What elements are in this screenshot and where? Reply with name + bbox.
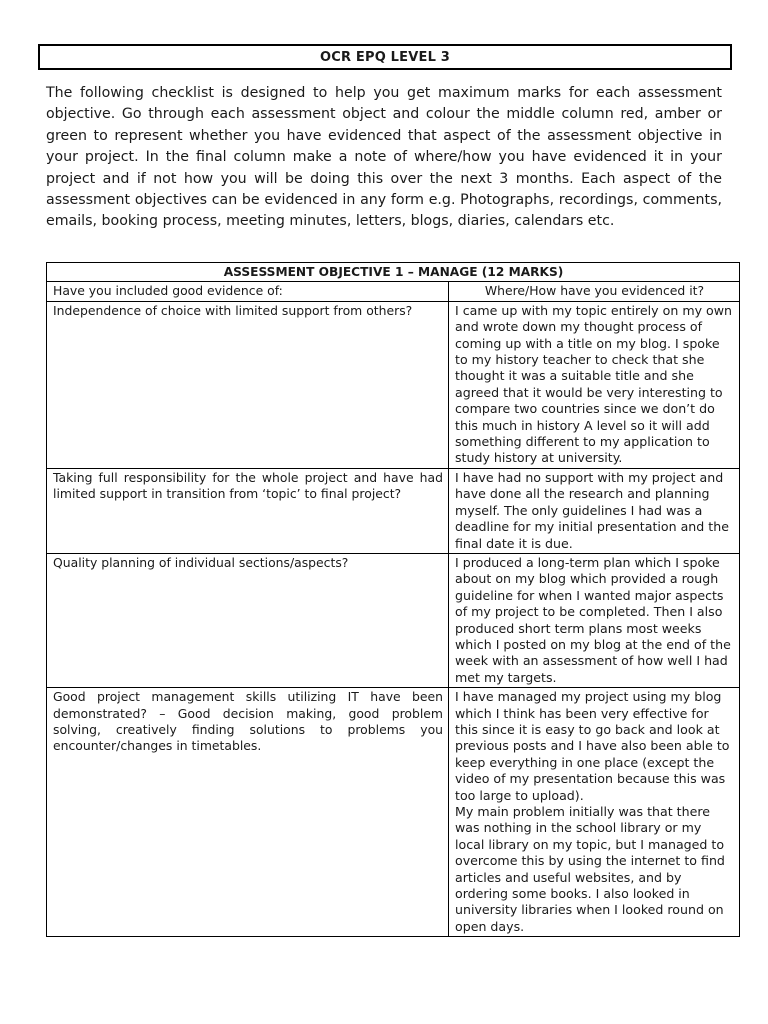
row-answer: I have had no support with my project and have done all the research and planning myself. The only guidelines I had was a deadline for my initial presentation and the final date it is due. xyxy=(449,468,740,553)
table-row xyxy=(47,688,740,937)
row-answer-paragraph: I have managed my project using my blog which I think has been very effective for this since it is easy to go back and look at previous posts and I have also been able to keep everything in one place (except the video of my presentation because this was too large to upload). xyxy=(455,689,730,803)
column-header-row xyxy=(47,282,740,301)
document-title: OCR EPQ LEVEL 3 xyxy=(319,49,451,65)
row-answer xyxy=(449,688,740,937)
row-answer: I produced a long-term plan which I spoke about on my blog which provided a rough guideline for when I wanted major aspects of my project to be completed. Then I also produced short term plans most weeks which I posted on my blog at the end of the week with an assessment of how well I had met my targets. xyxy=(449,553,740,687)
row-question: Good project management skills utilizing IT have been demonstrated? – Good decision making, good problem solving, creatively finding solutions to problems you encounter/changes in timetables. xyxy=(47,688,449,937)
column-header-evidence: Have you included good evidence of: xyxy=(47,282,449,301)
table-row xyxy=(47,301,740,468)
intro-paragraph: The following checklist is designed to help you get maximum marks for each assessment objective. Go through each assessment object and colour the middle column red, amber or green to represent whether you have evidenced that aspect of the assessment objective in your project. In the final column make a note of where/how you have evidenced it in your project and if not how you will be doing this over the next 3 months. Each aspect of the assessment objectives can be evidenced in any form e.g. Photographs, recordings, comments, emails, booking process, meeting minutes, letters, blogs, diaries, calendars etc. xyxy=(46,85,722,230)
row-answer-paragraph: My main problem initially was that there was nothing in the school library or my local library on my topic, but I managed to overcome this by using the internet to find articles and useful websites, and by ordering some books. I also looked in university libraries when I looked round on open days. xyxy=(455,804,725,934)
row-question: Quality planning of individual sections/aspects? xyxy=(47,553,449,687)
assessment-checklist-table xyxy=(46,262,740,937)
row-question: Taking full responsibility for the whole project and have had limited support in transition from ‘topic’ to final project? xyxy=(47,468,449,553)
section-header-row xyxy=(47,263,740,282)
section-title: ASSESSMENT OBJECTIVE 1 – MANAGE (12 MARKS) xyxy=(47,263,740,282)
row-question: Independence of choice with limited support from others? xyxy=(47,301,449,468)
row-answer: I came up with my topic entirely on my own and wrote down my thought process of coming up with a title on my blog. I spoke to my history teacher to check that she thought it was a suitable title and she agreed that it would be very interesting to compare two countries since we don’t do this much in history A level so it will add something different to my application to study history at university. xyxy=(449,301,740,468)
table-row xyxy=(47,468,740,553)
table-row xyxy=(47,553,740,687)
column-header-where-how: Where/How have you evidenced it? xyxy=(449,282,740,301)
document-title-box xyxy=(38,44,732,70)
